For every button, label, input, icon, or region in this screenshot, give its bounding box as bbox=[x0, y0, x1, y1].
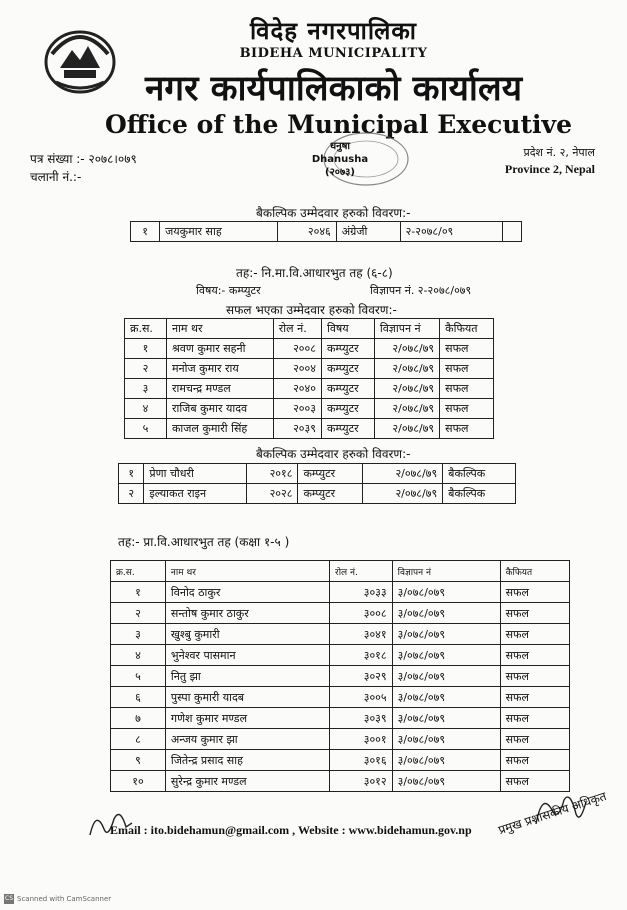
table-cell: नितु झा bbox=[165, 666, 329, 687]
table-cell: सफल bbox=[500, 582, 569, 603]
column-header: नाम थर bbox=[166, 319, 273, 339]
office-title-nepali: नगर कार्यपालिकाको कार्यालय bbox=[144, 68, 523, 109]
column-header: रोल नं. bbox=[273, 319, 321, 339]
table-cell: ३०३९ bbox=[330, 708, 393, 729]
table-cell: २/०७८/७९ bbox=[374, 339, 439, 359]
table-row bbox=[125, 359, 494, 379]
table-cell: कम्प्युटर bbox=[321, 379, 374, 399]
table-cell: मनोज कुमार राय bbox=[166, 359, 273, 379]
contact-line: Email : ito.bidehamun@gmail.com , Website : www.bidehamun.gov.np bbox=[110, 823, 472, 837]
empty-cell bbox=[502, 222, 521, 242]
district-english: Dhanusha bbox=[311, 154, 369, 165]
province-block bbox=[505, 144, 595, 178]
table-cell: सफल bbox=[500, 624, 569, 645]
letter-number: पत्र संख्या :- २०७८।०७९ bbox=[30, 152, 137, 166]
table-cell: सफल bbox=[440, 419, 494, 439]
table-cell: प्रेणा चौधरी bbox=[144, 464, 247, 484]
table-cell: २ bbox=[119, 484, 144, 504]
table-cell: १ bbox=[131, 222, 160, 242]
table-cell: कम्प्युटर bbox=[321, 339, 374, 359]
table-cell: ३/०७८/०७९ bbox=[392, 771, 500, 792]
table-cell: २/०७८/७९ bbox=[374, 419, 439, 439]
table-cell: ६ bbox=[111, 687, 166, 708]
table-cell: इल्याकत राइन bbox=[144, 484, 247, 504]
table-row bbox=[125, 399, 494, 419]
table-row bbox=[111, 666, 570, 687]
table-cell: अन्जय कुमार झा bbox=[165, 729, 329, 750]
table-cell: सफल bbox=[500, 687, 569, 708]
table-cell: गणेश कुमार मण्डल bbox=[165, 708, 329, 729]
table-cell: ३ bbox=[125, 379, 167, 399]
table-cell: कम्प्युटर bbox=[321, 419, 374, 439]
table-cell: ३/०७८/०७९ bbox=[392, 729, 500, 750]
table-cell: ४ bbox=[125, 399, 167, 419]
table-cell: ३/०७८/०७९ bbox=[392, 624, 500, 645]
table-cell: २०१८ bbox=[247, 464, 298, 484]
title-english: BIDEHA MUNICIPALITY bbox=[239, 46, 428, 61]
office-title-english: Office of the Municipal Executive bbox=[105, 110, 572, 139]
province-english: Province 2, Nepal bbox=[504, 162, 595, 176]
table-cell: ३/०७८/०७९ bbox=[392, 645, 500, 666]
table-cell: २ bbox=[125, 359, 167, 379]
table-cell: २००३ bbox=[273, 399, 321, 419]
table-row bbox=[119, 484, 516, 504]
scanner-watermark-text: Scanned with CamScanner bbox=[17, 895, 112, 903]
table-cell: २/०७८/७९ bbox=[374, 379, 439, 399]
section3-table bbox=[110, 560, 570, 792]
column-header: विषय bbox=[321, 319, 374, 339]
section2-advert-number: विज्ञापन नं. २-२०७८/०७९ bbox=[370, 284, 472, 297]
table-cell: १ bbox=[125, 339, 167, 359]
table-row bbox=[111, 582, 570, 603]
table-cell: सफल bbox=[440, 359, 494, 379]
table-cell: श्रवण कुमार सहनी bbox=[166, 339, 273, 359]
province-nepali: प्रदेश नं. २, नेपाल bbox=[523, 146, 595, 159]
district-nepali: धनुषा bbox=[329, 141, 351, 152]
table-cell: २/०७८/७९ bbox=[374, 359, 439, 379]
table-cell: भुनेश्वर पासमान bbox=[165, 645, 329, 666]
column-header: विज्ञापन नं bbox=[374, 319, 439, 339]
table-cell: ३००८ bbox=[330, 603, 393, 624]
table-cell: ३/०७८/०७९ bbox=[392, 687, 500, 708]
table-cell: ३/०७८/०७९ bbox=[392, 603, 500, 624]
table-cell: ३०१२ bbox=[330, 771, 393, 792]
table-cell: ३ bbox=[111, 624, 166, 645]
table-cell: ३०४१ bbox=[330, 624, 393, 645]
table-cell: सफल bbox=[500, 666, 569, 687]
table-cell: २००८ bbox=[273, 339, 321, 359]
column-header: विज्ञापन नं bbox=[392, 561, 500, 582]
table-cell: १० bbox=[111, 771, 166, 792]
table-cell: ३०२९ bbox=[330, 666, 393, 687]
section3-level: तह:- प्रा.वि.आधारभुत तह (कक्षा १-५ ) bbox=[118, 535, 290, 549]
table-cell: बैकल्पिक bbox=[443, 484, 516, 504]
table-cell: सफल bbox=[500, 603, 569, 624]
table-cell: कम्प्युटर bbox=[321, 359, 374, 379]
table-cell: जयकुमार साह bbox=[160, 222, 278, 242]
section2-success-heading: सफल भएका उम्मेदवार हरुको विवरण:- bbox=[226, 303, 397, 317]
table-cell: १ bbox=[111, 582, 166, 603]
section1-table bbox=[130, 221, 522, 242]
table-cell: रामचन्द्र मण्डल bbox=[166, 379, 273, 399]
column-header: कैफियत bbox=[500, 561, 569, 582]
table-cell: काजल कुमारी सिंह bbox=[166, 419, 273, 439]
table-row bbox=[111, 750, 570, 771]
table-cell: विनोद ठाकुर bbox=[165, 582, 329, 603]
established-year: (२०७३) bbox=[325, 167, 355, 178]
table-row bbox=[111, 603, 570, 624]
section2-success-table bbox=[124, 318, 494, 439]
table-cell: सफल bbox=[440, 399, 494, 419]
table-row bbox=[111, 687, 570, 708]
dispatch-number: चलानी नं.:- bbox=[30, 170, 82, 184]
table-cell: सफल bbox=[440, 379, 494, 399]
table-cell: २०४० bbox=[273, 379, 321, 399]
section2-alternate-table bbox=[118, 463, 516, 504]
column-header: रोल नं. bbox=[330, 561, 393, 582]
table-cell: ७ bbox=[111, 708, 166, 729]
section2-subject: विषय:- कम्प्युटर bbox=[196, 284, 261, 297]
column-header: क्र.स. bbox=[111, 561, 166, 582]
table-row bbox=[125, 339, 494, 359]
camscanner-logo-icon: CS bbox=[5, 895, 13, 902]
table-row bbox=[119, 464, 516, 484]
table-cell: राजिब कुमार यादव bbox=[166, 399, 273, 419]
table-cell: २०४६ bbox=[277, 222, 336, 242]
table-cell: ५ bbox=[125, 419, 167, 439]
table-cell: ३/०७८/०७९ bbox=[392, 582, 500, 603]
column-header: कैफियत bbox=[440, 319, 494, 339]
table-cell: सफल bbox=[440, 339, 494, 359]
table-cell: ३०३३ bbox=[330, 582, 393, 603]
title-nepali: विदेह नगरपालिका bbox=[249, 16, 418, 45]
table-row bbox=[125, 379, 494, 399]
table-cell: ४ bbox=[111, 645, 166, 666]
table-cell: खुश्बु कुमारी bbox=[165, 624, 329, 645]
section2-level: तह:- नि.मा.वि.आधारभुत तह (६-८) bbox=[236, 266, 393, 280]
table-cell: सफल bbox=[500, 729, 569, 750]
table-cell: १ bbox=[119, 464, 144, 484]
table-row bbox=[111, 771, 570, 792]
table-row bbox=[111, 729, 570, 750]
table-cell: ३/०७८/०७९ bbox=[392, 750, 500, 771]
table-cell: २०२८ bbox=[247, 484, 298, 504]
table-cell: सफल bbox=[500, 645, 569, 666]
table-cell: २/०७८/७९ bbox=[374, 399, 439, 419]
section1-heading: बैकल्पिक उम्मेदवार हरुको विवरण:- bbox=[256, 206, 411, 220]
table-cell: २-२०७८/०९ bbox=[400, 222, 502, 242]
table-cell: सफल bbox=[500, 771, 569, 792]
district-block bbox=[292, 140, 388, 179]
table-row bbox=[125, 419, 494, 439]
table-cell: ८ bbox=[111, 729, 166, 750]
table-cell: ३/०७८/०७९ bbox=[392, 666, 500, 687]
table-cell: ३००५ bbox=[330, 687, 393, 708]
table-row bbox=[111, 708, 570, 729]
table-cell: अंग्रेजी bbox=[336, 222, 400, 242]
table-cell: २००४ bbox=[273, 359, 321, 379]
column-header: नाम थर bbox=[165, 561, 329, 582]
table-row bbox=[131, 222, 522, 242]
table-cell: कम्प्युटर bbox=[321, 399, 374, 419]
table-cell: ३००१ bbox=[330, 729, 393, 750]
table-cell: सन्तोष कुमार ठाकुर bbox=[165, 603, 329, 624]
section2-alternate-heading: बैकल्पिक उम्मेदवार हरुको विवरण:- bbox=[256, 447, 411, 461]
table-cell: ५ bbox=[111, 666, 166, 687]
table-cell: बैकल्पिक bbox=[443, 464, 516, 484]
table-cell: ९ bbox=[111, 750, 166, 771]
table-cell: सफल bbox=[500, 750, 569, 771]
table-cell: ३०१८ bbox=[330, 645, 393, 666]
scanner-watermark bbox=[4, 894, 111, 904]
column-header: क्र.स. bbox=[125, 319, 167, 339]
table-cell: २ bbox=[111, 603, 166, 624]
table-cell: २०३९ bbox=[273, 419, 321, 439]
table-row bbox=[111, 624, 570, 645]
table-cell: सुरेन्द्र कुमार मण्डल bbox=[165, 771, 329, 792]
table-cell: २/०७८/७९ bbox=[363, 484, 443, 504]
table-cell: पुस्पा कुमारी यादब bbox=[165, 687, 329, 708]
table-cell: ३/०७८/०७९ bbox=[392, 708, 500, 729]
table-cell: सफल bbox=[500, 708, 569, 729]
table-cell: जितेन्द्र प्रसाद साह bbox=[165, 750, 329, 771]
table-cell: कम्प्युटर bbox=[298, 464, 363, 484]
table-cell: ३०१६ bbox=[330, 750, 393, 771]
table-cell: कम्प्युटर bbox=[298, 484, 363, 504]
officer-title: प्रमुख प्रशासकीय अधिकृत bbox=[496, 789, 609, 838]
table-row bbox=[111, 645, 570, 666]
table-cell: २/०७८/७९ bbox=[363, 464, 443, 484]
